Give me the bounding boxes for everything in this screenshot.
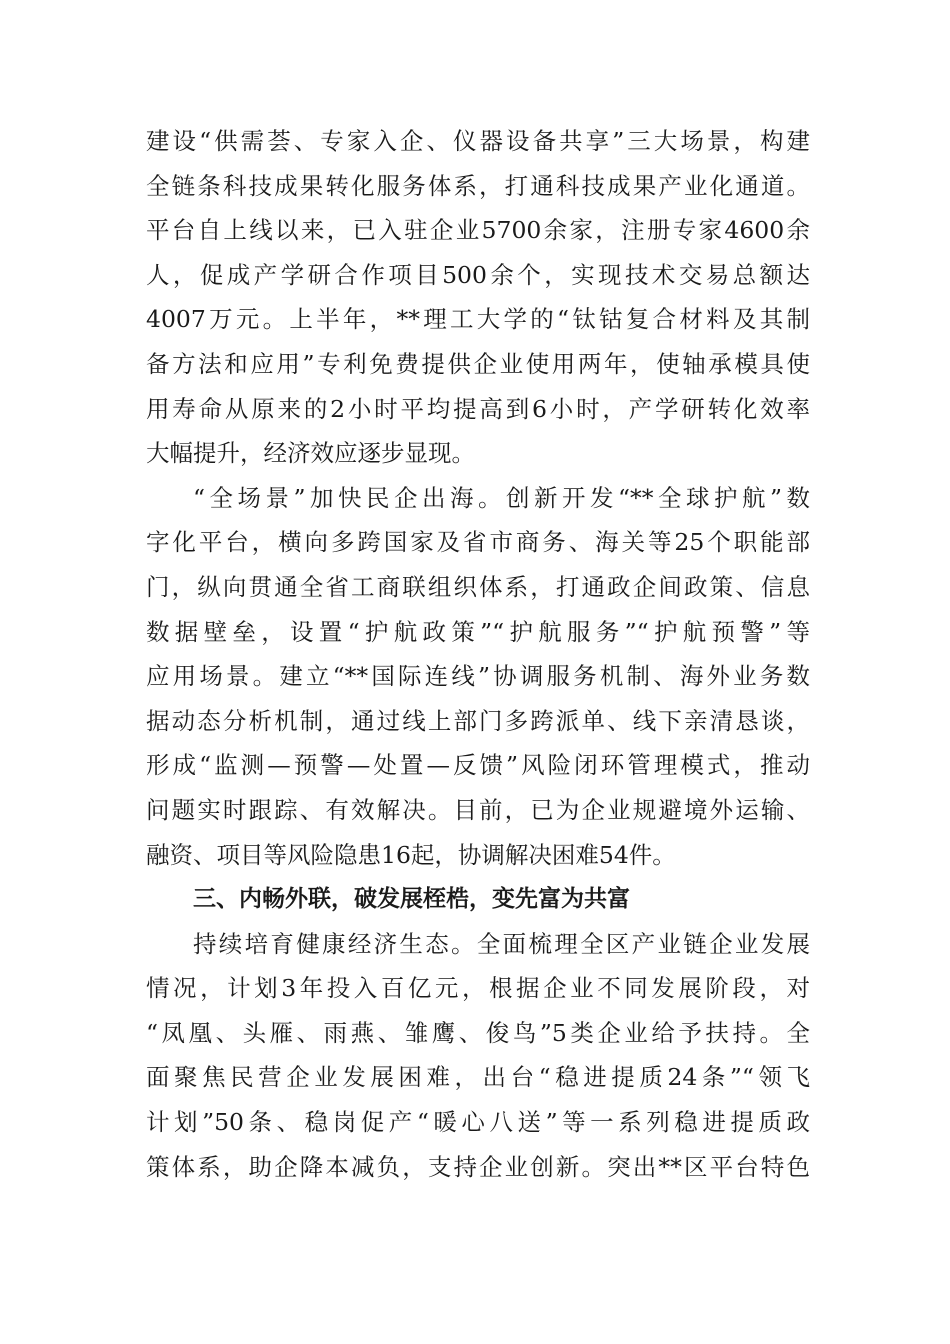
text-line: 策体系，助企降本减负，支持企业创新。突出**区平台特色 — [146, 1152, 810, 1181]
text-line: 融资、项目等风险隐患16起，协调解决困难54件。 — [146, 840, 676, 869]
text-line: 计划”50条、稳岗促产“暖心八送”等一系列稳进提质政 — [146, 1108, 810, 1137]
section-heading — [146, 877, 810, 922]
text-line: “凤凰、头雁、雨燕、雏鹰、俊鸟”5类企业给予扶持。全 — [146, 1018, 810, 1047]
text-line: 全链条科技成果转化服务体系，打通科技成果产业化通道。 — [146, 171, 810, 200]
paragraph — [146, 476, 810, 877]
text-line: 应用场景。建立“**国际连线”协调服务机制、海外业务数 — [146, 662, 810, 691]
text-line: 问题实时跟踪、有效解决。目前，已为企业规避境外运输、 — [146, 795, 810, 824]
text-line: 大幅提升，经济效应逐步显现。 — [146, 439, 475, 468]
text-line: 持续培育健康经济生态。全面梳理全区产业链企业发展 — [193, 929, 810, 958]
text-line: 数据壁垒，设置“护航政策”“护航服务”“护航预警”等 — [146, 617, 810, 646]
text-line: 4007万元。上半年，**理工大学的“钛钴复合材料及其制 — [146, 305, 810, 334]
text-line: 据动态分析机制，通过线上部门多跨派单、线下亲清恳谈， — [146, 706, 810, 735]
heading-text: 三、内畅外联，破发展桎梏，变先富为共富 — [193, 886, 630, 913]
paragraph — [146, 119, 810, 476]
text-line: 面聚焦民营企业发展困难，出台“稳进提质24条”“领飞 — [146, 1063, 810, 1092]
document-body — [146, 119, 810, 1189]
text-line: 门，纵向贯通全省工商联组织体系，打通政企间政策、信息 — [146, 572, 810, 601]
text-line: 建设“供需荟、专家入企、仪器设备共享”三大场景，构建 — [146, 127, 810, 155]
text-line: “全场景”加快民企出海。创新开发“**全球护航”数 — [193, 483, 810, 512]
text-line: 字化平台，横向多跨国家及省市商务、海关等25个职能部 — [146, 528, 810, 557]
text-line: 人，促成产学研合作项目500余个，实现技术交易总额达 — [146, 260, 810, 289]
text-line: 情况，计划3年投入百亿元，根据企业不同发展阶段，对 — [146, 974, 810, 1003]
text-line: 形成“监测—预警—处置—反馈”风险闭环管理模式，推动 — [146, 751, 810, 780]
paragraph — [146, 922, 810, 1190]
text-line: 用寿命从原来的2小时平均提高到6小时，产学研转化效率 — [146, 394, 810, 423]
text-line: 备方法和应用”专利免费提供企业使用两年，使轴承模具使 — [146, 349, 810, 378]
text-line: 平台自上线以来，已入驻企业5700余家，注册专家4600余 — [146, 216, 810, 245]
